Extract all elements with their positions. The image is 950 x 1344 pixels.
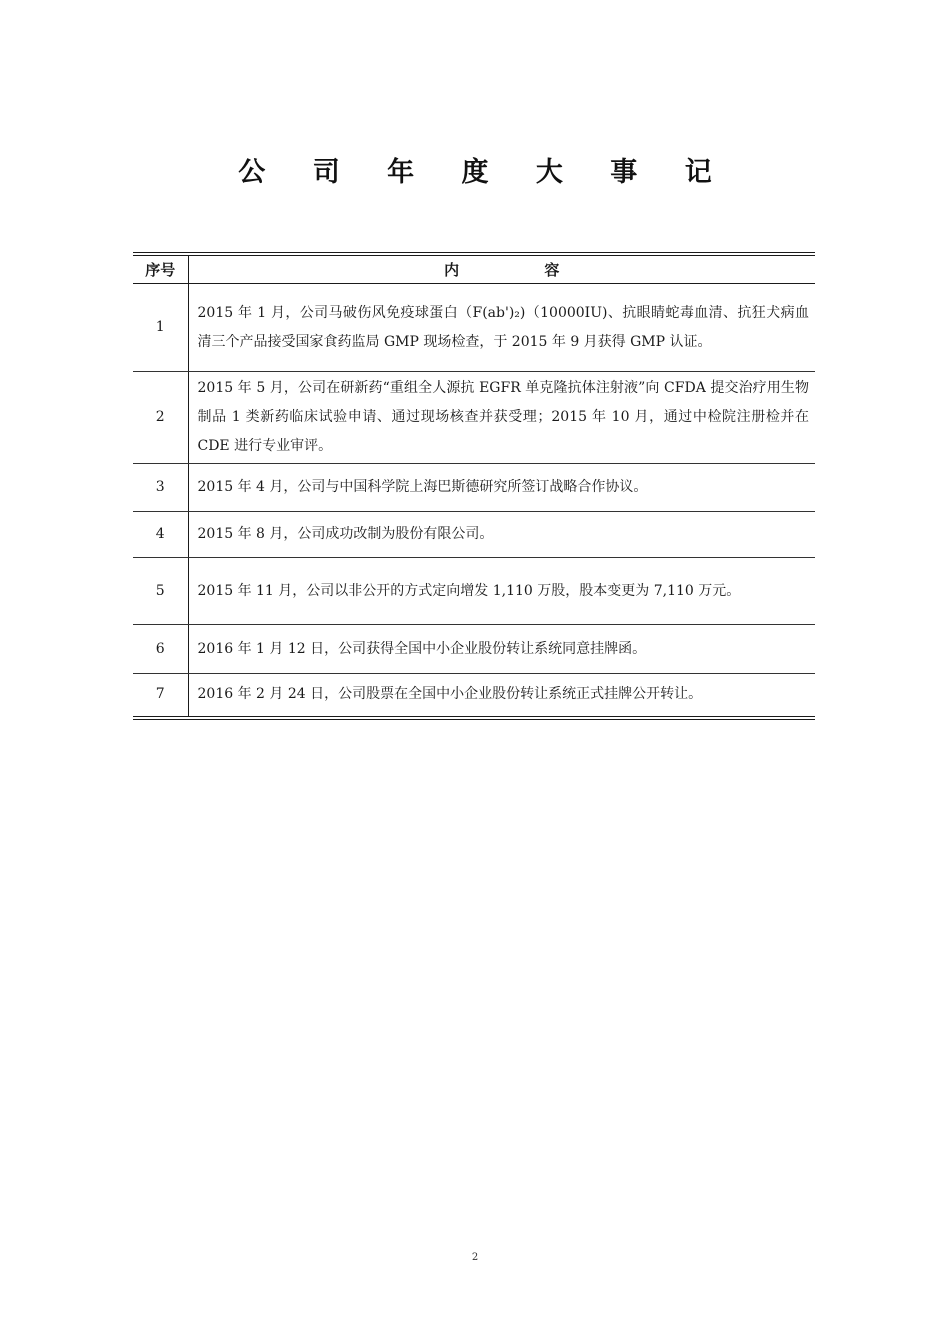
row-content: 2016 年 2 月 24 日，公司股票在全国中小企业股份转让系统正式挂牌公开转让。 [197,686,703,703]
row-content: 2015 年 1 月，公司马破伤风免疫球蛋白（F(ab')₂)（10000IU)、抗眼睛蛇毒血清、抗狂犬病血清三个产品接受国家食药监局 GMP 现场检查，于 2015 年 9 月获得 GMP 认证。 [188,284,815,372]
row-content: 2015 年 11 月，公司以非公开的方式定向增发 1,110 万股，股本变更为 7,110 万元。 [188,558,815,625]
column-header-seq: 序号 [133,254,188,284]
table-header-row [133,254,815,284]
row-seq: 1 [133,284,188,372]
table-row [133,512,815,558]
row-seq: 4 [133,512,188,558]
column-header-content-label: 内 容 [444,261,600,279]
events-table [133,252,815,720]
row-seq: 2 [133,372,188,464]
row-content: 2015 年 4 月，公司与中国科学院上海巴斯德研究所签订战略合作协议。 [188,464,815,512]
row-seq: 7 [133,674,188,718]
row-seq: 3 [133,464,188,512]
table-row [133,464,815,512]
page-number: 2 [471,1252,479,1263]
table-row [133,284,815,372]
page-title: 公 司 年 度 大 事 记 [238,157,731,188]
table-row [133,558,815,625]
table-row [133,674,815,718]
row-seq: 5 [133,558,188,625]
row-content: 2016 年 1 月 12 日，公司获得全国中小企业股份转让系统同意挂牌函。 [188,625,815,674]
row-content: 2015 年 5 月，公司在研新药“重组全人源抗 EGFR 单克隆抗体注射液”向 CFDA 提交治疗用生物制品 1 类新药临床试验申请、通过现场核查并获受理；2015 年 10 月，通过中检院注册检并在 CDE 进行专业审评。 [188,372,815,464]
column-header-content [188,254,815,284]
row-content: 2015 年 8 月，公司成功改制为股份有限公司。 [188,512,815,558]
row-seq: 6 [133,625,188,674]
table-row [133,372,815,464]
table-row [133,625,815,674]
